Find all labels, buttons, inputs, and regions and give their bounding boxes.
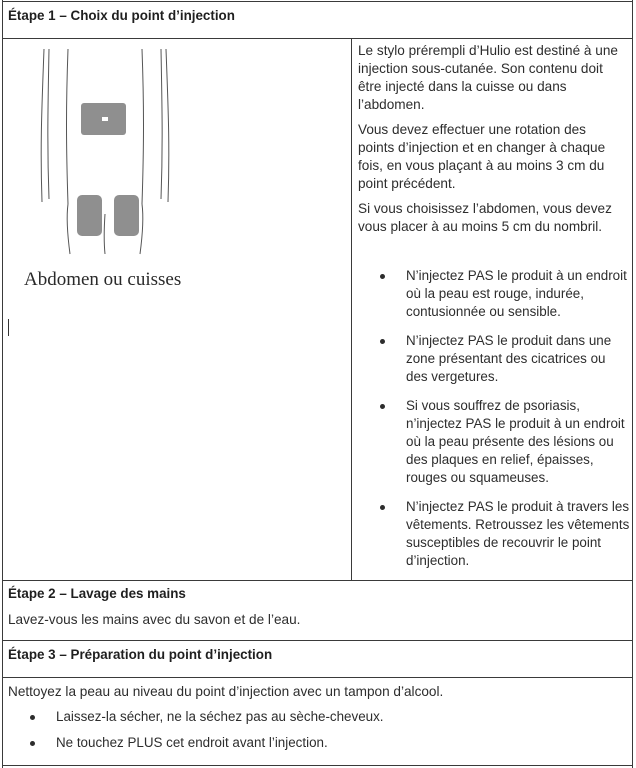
list-item: Si vous souffrez de psoriasis, n’injectez PAS le produit à un endroit où la peau présente des lésions ou des plaques en relief, épaisses, rouges ou squameuses. bbox=[380, 397, 630, 487]
bullet-icon bbox=[380, 339, 385, 344]
left-thigh-zone bbox=[77, 195, 102, 236]
step3-text: Nettoyez la peau au niveau du point d’injection avec un tampon d’alcool. bbox=[8, 684, 444, 699]
step1-text-column bbox=[358, 42, 620, 243]
bullet-icon bbox=[380, 404, 385, 409]
list-item: N’injectez PAS le produit à travers les vêtements. Retroussez les vêtements susceptibles de recouvrir le point d’injection. bbox=[380, 498, 630, 570]
right-thigh-zone bbox=[114, 195, 139, 236]
step2-text: Lavez-vous les mains avec du savon et de l’eau. bbox=[8, 612, 301, 627]
table-border-step3 bbox=[2, 640, 633, 641]
table-border-top bbox=[2, 1, 633, 2]
bullet-icon bbox=[30, 741, 35, 746]
text-cursor bbox=[8, 319, 9, 336]
body-injection-sites-figure bbox=[30, 44, 180, 259]
list-item: Laissez-la sécher, ne la séchez pas au sèche-cheveux. bbox=[30, 708, 384, 734]
table-border-step3-heading bbox=[2, 677, 633, 678]
step1-heading: Étape 1 – Choix du point d’injection bbox=[8, 8, 235, 23]
bullet-icon bbox=[30, 715, 35, 720]
step1-paragraph: Si vous choisissez l’abdomen, vous devez vous placer à au moins 5 cm du nombril. bbox=[358, 201, 612, 234]
table-border-step1-heading bbox=[2, 38, 633, 39]
list-item: N’injectez PAS le produit dans une zone présentant des cicatrices ou des vergetures. bbox=[380, 332, 630, 386]
step3-list bbox=[30, 708, 384, 760]
table-column-divider bbox=[351, 38, 352, 580]
step3-heading: Étape 3 – Préparation du point d’injection bbox=[8, 647, 273, 662]
step1-paragraph: Vous devez effectuer une rotation des points d’injection et en changer à chaque fois, en vous plaçant à au moins 3 cm du point précédent. bbox=[358, 122, 606, 191]
list-item: N’injectez PAS le produit à un endroit où la peau est rouge, indurée, contusionnée ou sensible. bbox=[380, 267, 630, 321]
list-item: Ne touchez PLUS cet endroit avant l’injection. bbox=[30, 734, 384, 760]
table-border-bottom bbox=[2, 765, 633, 766]
figure-caption: Abdomen ou cuisses bbox=[24, 269, 182, 290]
bullet-icon bbox=[380, 505, 385, 510]
step1-warning-list bbox=[380, 267, 630, 581]
bullet-icon bbox=[380, 274, 385, 279]
step2-heading: Étape 2 – Lavage des mains bbox=[8, 586, 186, 601]
step1-paragraph: Le stylo prérempli d’Hulio est destiné à une injection sous-cutanée. Son contenu doit être injecté dans la cuisse ou dans l’abdomen. bbox=[358, 43, 618, 112]
